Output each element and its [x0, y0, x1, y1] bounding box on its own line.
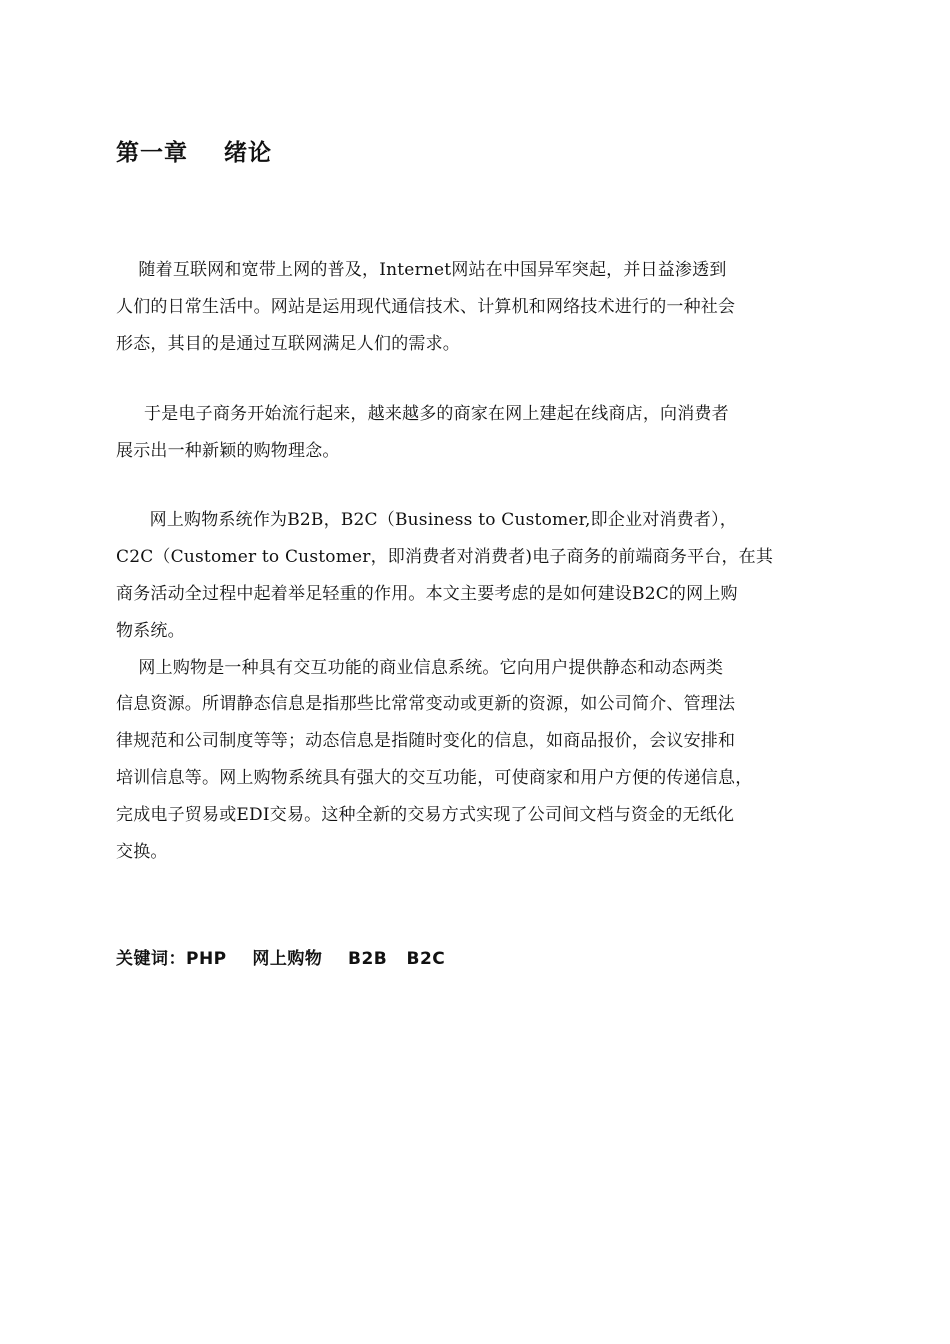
paragraph-3-line-6: 信息资源。所谓静态信息是指那些比常常变动或更新的资源，如公司简介、管理法 [116, 694, 736, 714]
paragraph-1-line-2: 人们的日常生活中。网站是运用现代通信技术、计算机和网络技术进行的一种社会 [116, 297, 736, 317]
paragraph-3-line-7: 律规范和公司制度等等；动态信息是指随时变化的信息，如商品报价，会议安排和 [116, 731, 736, 751]
paragraph-1-line-1: 随着互联网和宽带上网的普及，Internet网站在中国异军突起，并日益渗透到 [116, 260, 727, 280]
paragraph-3-line-5: 网上购物是一种具有交互功能的商业信息系统。它向用户提供静态和动态两类 [116, 658, 724, 678]
paragraph-3-line-3: 商务活动全过程中起着举足轻重的作用。本文主要考虑的是如何建设B2C的网上购 [116, 584, 738, 604]
paragraph-2-line-2: 展示出一种新颖的购物理念。 [116, 441, 340, 461]
paragraph-3-line-8: 培训信息等。网上购物系统具有强大的交互功能，可使商家和用户方便的传递信息， [116, 768, 753, 788]
paragraph-3-line-2: C2C（Customer to Customer，即消费者对消费者)电子商务的前端商务平台，在其 [116, 547, 774, 567]
paragraph-3-line-10: 交换。 [116, 842, 168, 862]
paragraph-3-line-9: 完成电子贸易或EDI交易。这种全新的交易方式实现了公司间文档与资金的无纸化 [116, 805, 735, 825]
chapter-title: 第一章 绪论 [116, 140, 273, 166]
keywords-line: 关键词：PHP 网上购物 B2B B2C [116, 949, 446, 969]
paragraph-3-line-1: 网上购物系统作为B2B，B2C（Business to Customer,即企业对消费者）， [116, 510, 737, 530]
paragraph-3-line-4: 物系统。 [116, 621, 185, 641]
paragraph-2-line-1: 于是电子商务开始流行起来，越来越多的商家在网上建起在线商店，向消费者 [116, 404, 729, 424]
paragraph-1-line-3: 形态，其目的是通过互联网满足人们的需求。 [116, 334, 460, 354]
